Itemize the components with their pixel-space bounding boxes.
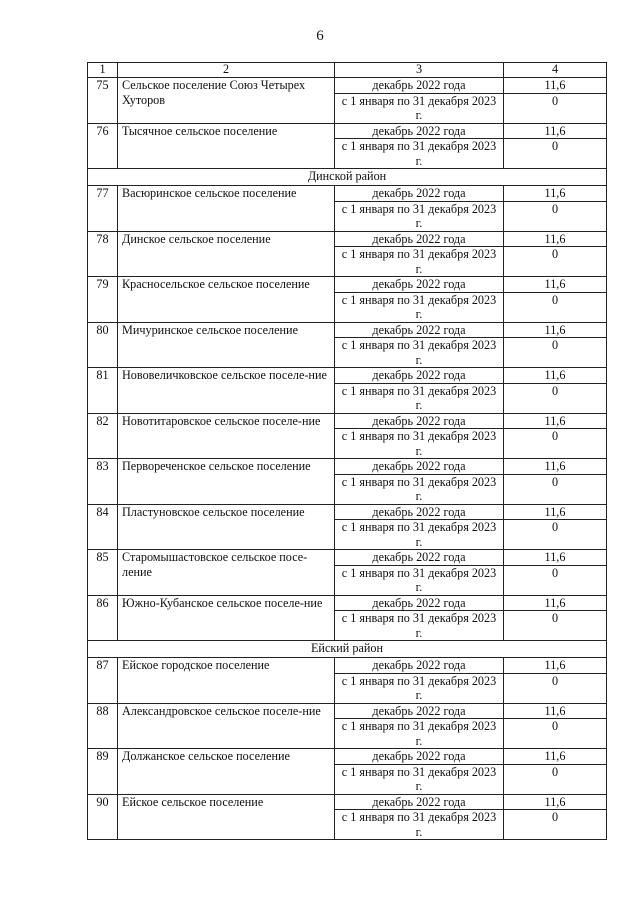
value-cell: 0 bbox=[504, 338, 607, 368]
value-cell: 11,6 bbox=[504, 703, 607, 719]
table-row bbox=[88, 277, 607, 293]
row-number: 75 bbox=[88, 78, 118, 124]
settlement-name: Должанское сельское поселение bbox=[118, 749, 335, 795]
settlement-name: Ейское сельское поселение bbox=[118, 794, 335, 840]
row-number: 82 bbox=[88, 413, 118, 459]
period-cell: с 1 января по 31 декабря 2023 г. bbox=[335, 338, 504, 368]
value-cell: 0 bbox=[504, 474, 607, 504]
table-row bbox=[88, 368, 607, 384]
value-cell: 11,6 bbox=[504, 277, 607, 293]
value-cell: 11,6 bbox=[504, 794, 607, 810]
table-row bbox=[88, 703, 607, 719]
row-number: 79 bbox=[88, 277, 118, 323]
table-row bbox=[88, 78, 607, 94]
period-cell: декабрь 2022 года bbox=[335, 277, 504, 293]
column-header: 1 bbox=[88, 63, 118, 78]
row-number: 78 bbox=[88, 231, 118, 277]
period-cell: с 1 января по 31 декабря 2023 г. bbox=[335, 611, 504, 641]
period-cell: декабрь 2022 года bbox=[335, 794, 504, 810]
period-cell: с 1 января по 31 декабря 2023 г. bbox=[335, 292, 504, 322]
table-row bbox=[88, 322, 607, 338]
row-number: 81 bbox=[88, 368, 118, 414]
value-cell: 11,6 bbox=[504, 504, 607, 520]
settlement-name: Ейское городское поселение bbox=[118, 658, 335, 704]
period-cell: с 1 января по 31 декабря 2023 г. bbox=[335, 429, 504, 459]
period-cell: с 1 января по 31 декабря 2023 г. bbox=[335, 520, 504, 550]
table-row bbox=[88, 595, 607, 611]
value-cell: 11,6 bbox=[504, 749, 607, 765]
value-cell: 0 bbox=[504, 810, 607, 840]
value-cell: 0 bbox=[504, 429, 607, 459]
table-row bbox=[88, 123, 607, 139]
period-cell: с 1 января по 31 декабря 2023 г. bbox=[335, 719, 504, 749]
period-cell: декабрь 2022 года bbox=[335, 749, 504, 765]
row-number: 83 bbox=[88, 459, 118, 505]
settlement-name: Сельское поселение Союз Четырех Хуторов bbox=[118, 78, 335, 124]
row-number: 76 bbox=[88, 123, 118, 169]
value-cell: 0 bbox=[504, 565, 607, 595]
row-number: 90 bbox=[88, 794, 118, 840]
value-cell: 11,6 bbox=[504, 322, 607, 338]
period-cell: декабрь 2022 года bbox=[335, 658, 504, 674]
column-header: 4 bbox=[504, 63, 607, 78]
period-cell: декабрь 2022 года bbox=[335, 78, 504, 94]
settlement-name: Южно-Кубанское сельское поселе-ние bbox=[118, 595, 335, 641]
table-row bbox=[88, 413, 607, 429]
period-cell: декабрь 2022 года bbox=[335, 550, 504, 566]
value-cell: 11,6 bbox=[504, 658, 607, 674]
district-row bbox=[88, 641, 607, 658]
period-cell: с 1 января по 31 декабря 2023 г. bbox=[335, 93, 504, 123]
period-cell: декабрь 2022 года bbox=[335, 123, 504, 139]
value-cell: 0 bbox=[504, 673, 607, 703]
page-number: 6 bbox=[316, 28, 324, 44]
period-cell: декабрь 2022 года bbox=[335, 459, 504, 475]
value-cell: 0 bbox=[504, 520, 607, 550]
table-row bbox=[88, 459, 607, 475]
value-cell: 0 bbox=[504, 611, 607, 641]
row-number: 89 bbox=[88, 749, 118, 795]
value-cell: 0 bbox=[504, 292, 607, 322]
period-cell: с 1 января по 31 декабря 2023 г. bbox=[335, 565, 504, 595]
settlement-name: Первореченское сельское поселение bbox=[118, 459, 335, 505]
period-cell: декабрь 2022 года bbox=[335, 322, 504, 338]
period-cell: декабрь 2022 года bbox=[335, 231, 504, 247]
period-cell: декабрь 2022 года bbox=[335, 595, 504, 611]
district-row bbox=[88, 169, 607, 186]
period-cell: с 1 января по 31 декабря 2023 г. bbox=[335, 383, 504, 413]
column-header: 2 bbox=[118, 63, 335, 78]
period-cell: с 1 января по 31 декабря 2023 г. bbox=[335, 201, 504, 231]
table-row bbox=[88, 550, 607, 566]
value-cell: 0 bbox=[504, 383, 607, 413]
value-cell: 11,6 bbox=[504, 413, 607, 429]
district-name: Ейский район bbox=[88, 641, 607, 658]
settlement-name: Нововеличковское сельское поселе-ние bbox=[118, 368, 335, 414]
table-row bbox=[88, 504, 607, 520]
settlement-name: Пластуновское сельское поселение bbox=[118, 504, 335, 550]
period-cell: с 1 января по 31 декабря 2023 г. bbox=[335, 764, 504, 794]
value-cell: 11,6 bbox=[504, 459, 607, 475]
period-cell: с 1 января по 31 декабря 2023 г. bbox=[335, 247, 504, 277]
value-cell: 11,6 bbox=[504, 186, 607, 202]
value-cell: 11,6 bbox=[504, 595, 607, 611]
value-cell: 0 bbox=[504, 139, 607, 169]
value-cell: 11,6 bbox=[504, 231, 607, 247]
value-cell: 11,6 bbox=[504, 78, 607, 94]
table-row bbox=[88, 658, 607, 674]
value-cell: 0 bbox=[504, 201, 607, 231]
period-cell: с 1 января по 31 декабря 2023 г. bbox=[335, 139, 504, 169]
settlement-name: Старомышастовское сельское посе-ление bbox=[118, 550, 335, 596]
row-number: 77 bbox=[88, 186, 118, 232]
settlement-name: Мичуринское сельское поселение bbox=[118, 322, 335, 368]
row-number: 80 bbox=[88, 322, 118, 368]
period-cell: с 1 января по 31 декабря 2023 г. bbox=[335, 474, 504, 504]
row-number: 88 bbox=[88, 703, 118, 749]
settlement-name: Васюринское сельское поселение bbox=[118, 186, 335, 232]
period-cell: с 1 января по 31 декабря 2023 г. bbox=[335, 673, 504, 703]
table-header-row bbox=[88, 63, 607, 78]
tariff-table bbox=[87, 62, 607, 840]
period-cell: с 1 января по 31 декабря 2023 г. bbox=[335, 810, 504, 840]
settlement-name: Динское сельское поселение bbox=[118, 231, 335, 277]
settlement-name: Новотитаровское сельское поселе-ние bbox=[118, 413, 335, 459]
table-row bbox=[88, 186, 607, 202]
value-cell: 0 bbox=[504, 93, 607, 123]
period-cell: декабрь 2022 года bbox=[335, 703, 504, 719]
value-cell: 0 bbox=[504, 719, 607, 749]
row-number: 87 bbox=[88, 658, 118, 704]
period-cell: декабрь 2022 года bbox=[335, 413, 504, 429]
column-header: 3 bbox=[335, 63, 504, 78]
settlement-name: Александровское сельское поселе-ние bbox=[118, 703, 335, 749]
value-cell: 0 bbox=[504, 764, 607, 794]
row-number: 84 bbox=[88, 504, 118, 550]
table-row bbox=[88, 231, 607, 247]
settlement-name: Красносельское сельское поселение bbox=[118, 277, 335, 323]
settlement-name: Тысячное сельское поселение bbox=[118, 123, 335, 169]
row-number: 86 bbox=[88, 595, 118, 641]
table-row bbox=[88, 749, 607, 765]
value-cell: 11,6 bbox=[504, 123, 607, 139]
row-number: 85 bbox=[88, 550, 118, 596]
period-cell: декабрь 2022 года bbox=[335, 186, 504, 202]
period-cell: декабрь 2022 года bbox=[335, 368, 504, 384]
table-row bbox=[88, 794, 607, 810]
period-cell: декабрь 2022 года bbox=[335, 504, 504, 520]
value-cell: 11,6 bbox=[504, 368, 607, 384]
district-name: Динской район bbox=[88, 169, 607, 186]
value-cell: 0 bbox=[504, 247, 607, 277]
value-cell: 11,6 bbox=[504, 550, 607, 566]
